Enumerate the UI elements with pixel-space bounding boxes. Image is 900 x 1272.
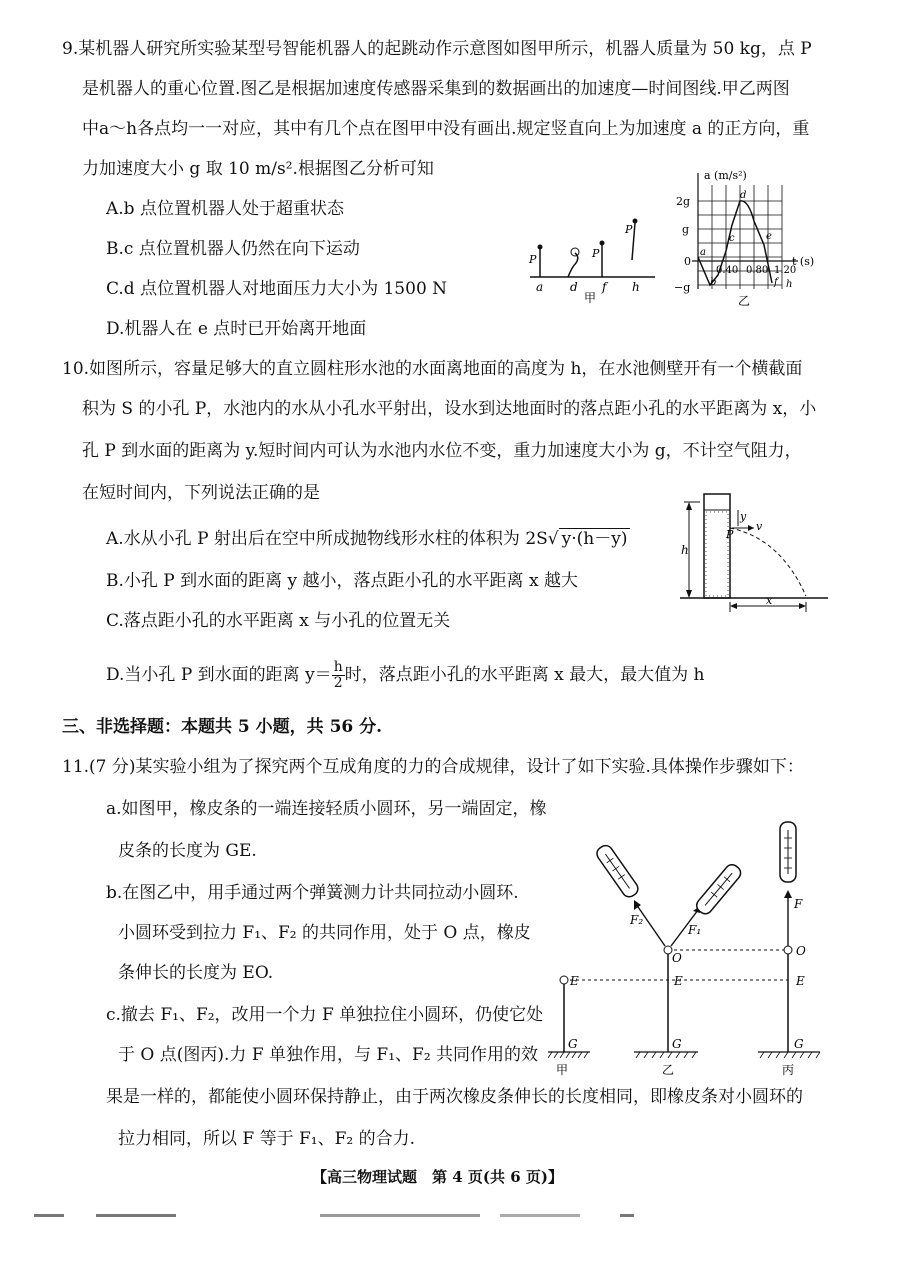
yi-caption: 乙 (738, 294, 751, 308)
jia-label-h: h (632, 280, 640, 294)
q9-option-d: D.机器人在 e 点时已开始离开地面 (106, 319, 367, 339)
svg-text:h: h (786, 279, 793, 290)
jia-caption: 甲 (584, 291, 597, 305)
fig-yi-G: G (672, 1037, 682, 1051)
svg-text:a: a (700, 247, 706, 258)
q11-c2: 于 O 点(图丙).力 F 单独作用，与 F₁、F₂ 共同作用的效 (118, 1045, 539, 1065)
fig-caption-bing: 丙 (782, 1063, 795, 1077)
q10-option-a: A.水从小孔 P 射出后在空中所成抛物线形水柱的体积为 2S√ y·(h－y) (106, 528, 630, 550)
yi-xtick-120: 1.20 (774, 265, 797, 276)
yi-ytick-2g: 2g (676, 195, 691, 208)
q9-figure-jia (520, 205, 660, 305)
q10-line3: 孔 P 到水面的距离为 y.短时间内可认为水池内水位不变，重力加速度大小为 g，不计空气阻力， (82, 441, 802, 461)
q11-b2: 小圆环受到拉力 F₁、F₂ 的共同作用，处于 O 点，橡皮 (118, 923, 531, 943)
fig-jia-G: G (568, 1037, 578, 1051)
q11-b3: 条伸长的长度为 EO. (118, 963, 274, 983)
scan-mark (500, 1214, 580, 1217)
scan-mark (96, 1214, 176, 1217)
q11-a2: 皮条的长度为 GE. (118, 841, 257, 861)
q10-line4: 在短时间内，下列说法正确的是 (82, 483, 320, 503)
fig-jia-E: E (570, 974, 579, 988)
fig-bing-F: F (794, 897, 803, 911)
svg-text:P: P (625, 223, 633, 236)
svg-text:P: P (592, 247, 600, 260)
q9-figure-yi (672, 165, 822, 325)
page-footer: 【高三物理试题 第 4 页(共 6 页)】 (312, 1168, 563, 1186)
svg-text:f: f (774, 277, 778, 288)
tank-v-label: v (756, 520, 763, 533)
jia-label-d: d (570, 280, 578, 294)
svg-text:b: b (710, 277, 717, 288)
q10-option-d: D.当小孔 P 到水面的距离 y＝ $\frac{h}{2}$ 时，落点距小孔的水平距离 x 最大，最大值为 h (106, 659, 705, 691)
svg-text:c: c (729, 233, 735, 244)
scan-mark (620, 1214, 634, 1217)
q9-option-c: C.d 点位置机器人对地面压力大小为 1500 N (106, 279, 448, 299)
q9-line2: 是机器人的重心位置.图乙是根据加速度传感器采集到的数据画出的加速度—时间图线.甲乙两图 (82, 79, 790, 99)
q11-c3: 果是一样的，都能使小圆环保持静止，由于两次橡皮条伸长的长度相同，即橡皮条对小圆环的 (106, 1087, 803, 1107)
yi-ytick-neg-g: −g (674, 281, 691, 294)
jia-label-f: f (602, 280, 607, 294)
yi-xlabel: t (s) (792, 255, 815, 268)
fig-bing-E: E (796, 974, 805, 988)
fig-yi-F2: F₂ (630, 913, 644, 927)
q9-option-a: A.b 点位置机器人处于超重状态 (106, 199, 344, 219)
q9-line3: 中a～h各点均一一对应，其中有几个点在图甲中没有画出.规定竖直向上为加速度 a 的正方向，重 (82, 119, 810, 139)
scan-mark (320, 1214, 480, 1217)
q11-figure-forces (548, 812, 838, 1080)
fig-yi-E: E (674, 974, 683, 988)
q9-line4: 力加速度大小 g 取 10 m/s².根据图乙分析可知 (82, 159, 434, 179)
q11-a1: a.如图甲，橡皮条的一端连接轻质小圆环，另一端固定，橡 (106, 799, 547, 819)
q10-line1: 10.如图所示，容量足够大的直立圆柱形水池的水面离地面的高度为 h，在水池侧壁开有一个横截面 (62, 359, 803, 379)
scan-mark (34, 1214, 64, 1217)
q11-b1: b.在图乙中，用手通过两个弹簧测力计共同拉动小圆环. (106, 883, 519, 903)
q11-c1: c.撤去 F₁、F₂，改用一个力 F 单独拉住小圆环，仍使它处 (106, 1005, 544, 1025)
fig-bing-O: O (796, 944, 806, 958)
yi-xtick-080: 0.80 (746, 265, 769, 276)
q11-c4: 拉力相同，所以 F 等于 F₁、F₂ 的合力. (118, 1129, 416, 1149)
q11-line1: 11.(7 分)某实验小组为了探究两个互成角度的力的合成规律，设计了如下实验.具体操作步骤如下： (62, 757, 804, 777)
q10-option-b: B.小孔 P 到水面的距离 y 越小，落点距小孔的水平距离 x 越大 (106, 571, 578, 591)
yi-ytick-0: 0 (684, 255, 691, 268)
fig-bing-G: G (794, 1037, 804, 1051)
fig-yi-O: O (672, 951, 682, 965)
section-3-heading: 三、非选择题：本题共 5 小题，共 56 分. (62, 717, 383, 737)
tank-y-label: y (740, 510, 747, 523)
jia-P-label: P (529, 253, 537, 266)
tank-h-label: h (681, 543, 689, 557)
tank-P-label: P (726, 528, 734, 541)
yi-ytick-g: g (682, 223, 690, 236)
yi-ylabel: a (m/s²) (704, 169, 747, 182)
svg-text:d: d (740, 190, 747, 201)
tank-x-label: x (766, 594, 773, 607)
svg-text:e: e (766, 231, 772, 242)
q9-option-b: B.c 点位置机器人仍然在向下运动 (106, 239, 360, 259)
q10-line2: 积为 S 的小孔 P，水池内的水从小孔水平射出，设水到达地面时的落点距小孔的水平距离为 x，小 (82, 399, 817, 419)
jia-label-a: a (536, 280, 544, 294)
fig-caption-jia: 甲 (556, 1063, 569, 1077)
q9-line1: 9.某机器人研究所实验某型号智能机器人的起跳动作示意图如图甲所示，机器人质量为 50 kg，点 P (62, 39, 812, 59)
fig-yi-F1: F₁ (688, 923, 702, 937)
q10-option-c: C.落点距小孔的水平距离 x 与小孔的位置无关 (106, 611, 451, 631)
q10-figure-tank (680, 488, 830, 616)
yi-xtick-040: 0.40 (716, 265, 739, 276)
fig-caption-yi: 乙 (662, 1063, 675, 1077)
